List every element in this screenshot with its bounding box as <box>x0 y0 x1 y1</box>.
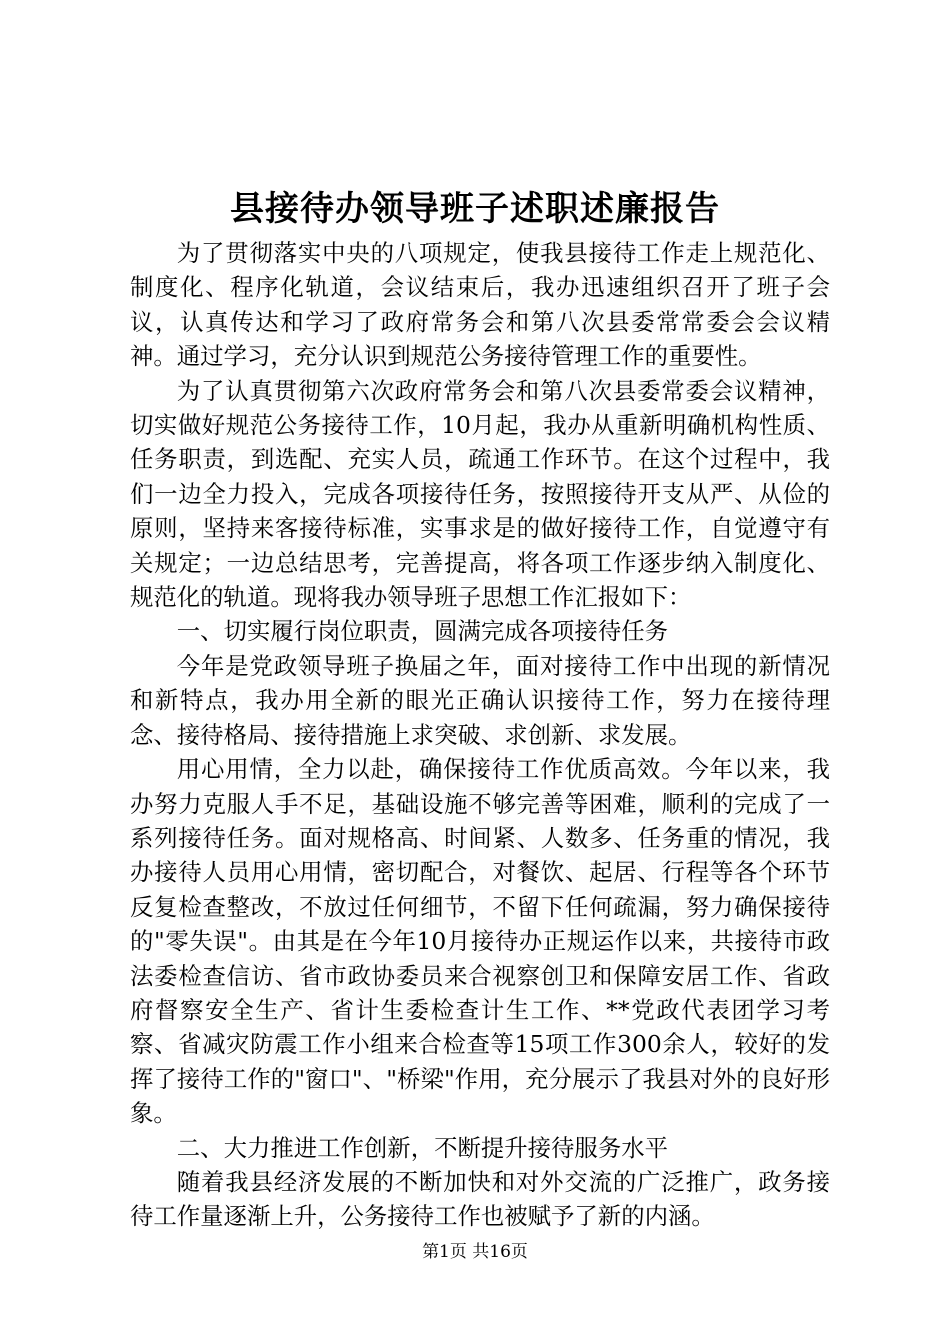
paragraph-intro: 为了贯彻落实中央的八项规定，使我县接待工作走上规范化、制度化、程序化轨道，会议结束后，我办迅速组织召开了班子会议，认真传达和学习了政府常务会和第八次县委常常委会会议精神。通过学习，充分认识到规范公务接待管理工作的重要性。 <box>130 239 830 371</box>
document-title: 县接待办领导班子述职述廉报告 <box>230 189 720 229</box>
paragraph-section-1-intro: 今年是党政领导班子换届之年，面对接待工作中出现的新情况和新特点，我办用全新的眼光正确认识接待工作，努力在接待理念、接待格局、接待措施上求突破、求创新、求发展。 <box>130 651 830 749</box>
document-body <box>130 236 830 1234</box>
page-number-footer: 第1页 共16页 <box>422 1242 528 1262</box>
paragraph-section-1-detail: 用心用情，全力以赴，确保接待工作优质高效。今年以来，我办努力克服人手不足，基础设施不够完善等困难，顺利的完成了一系列接待任务。面对规格高、时间紧、人数多、任务重的情况，我办接待人员用心用情，密切配合，对餐饮、起居、行程等各个环节反复检查整改，不放过任何细节，不留下任何疏漏，努力确保接待的"零失误"。由其是在今年10月接待办正规运作以来，共接待市政法委检查信访、省市政协委员来合视察创卫和保障安居工作、省政府督察安全生产、省计生委检查计生工作、**党政代表团学习考察、省减灾防震工作小组来合检查等15项工作300余人，较好的发挥了接待工作的"窗口"、"桥梁"作用，充分展示了我县对外的良好形象。 <box>130 755 830 1128</box>
section-heading-2: 二、大力推进工作创新，不断提升接待服务水平 <box>176 1133 668 1162</box>
paragraph-implementation: 为了认真贯彻第六次政府常务会和第八次县委常委会议精神，切实做好规范公务接待工作，10月起，我办从重新明确机构性质、任务职责，到选配、充实人员，疏通工作环节。在这个过程中，我们一边全力投入，完成各项接待任务，按照接待开支从严、从俭的原则，坚持来客接待标准，实事求是的做好接待工作，自觉遵守有关规定；一边总结思考，完善提高，将各项工作逐步纳入制度化、规范化的轨道。现将我办领导班子思想工作汇报如下： <box>130 376 830 612</box>
paragraph-section-2-intro: 随着我县经济发展的不断加快和对外交流的广泛推广，政务接待工作量逐渐上升，公务接待工作也被赋予了新的内涵。 <box>130 1167 830 1231</box>
section-heading-1: 一、切实履行岗位职责，圆满完成各项接待任务 <box>176 617 668 646</box>
